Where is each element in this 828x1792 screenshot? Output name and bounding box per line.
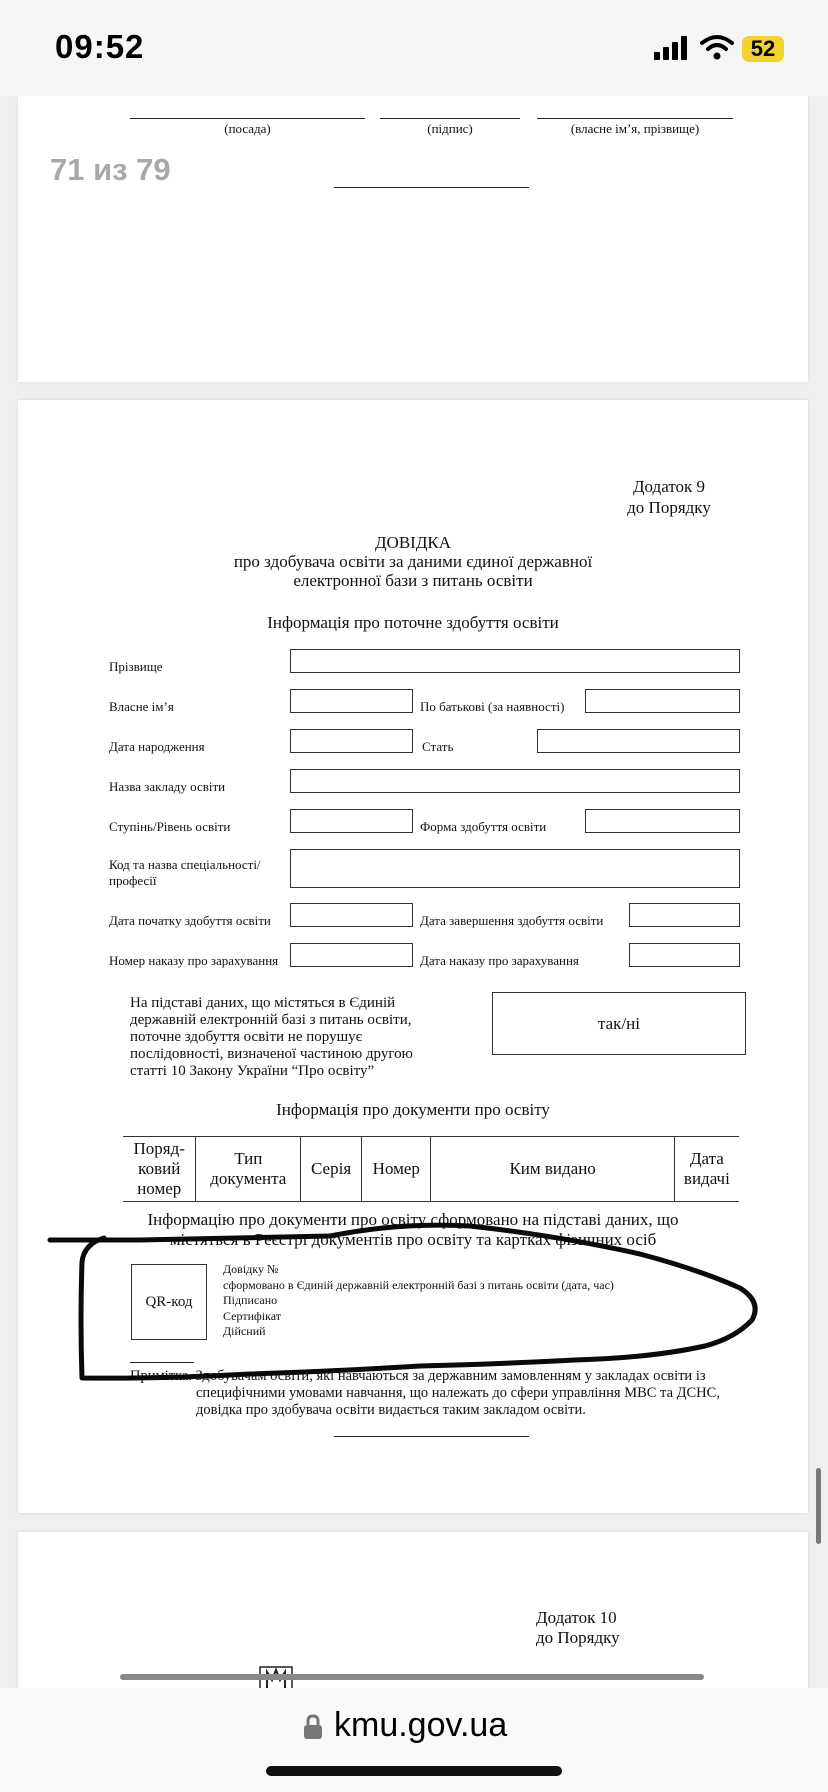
pdf-page-appendix-9 <box>18 400 808 1513</box>
sex-field[interactable] <box>537 729 740 753</box>
label-end-date: Дата завершення здобуття освіти <box>420 913 604 928</box>
page-counter: 71 из 79 <box>50 152 171 187</box>
label-specialty: Код та назва спеціальності/ професії <box>109 857 261 888</box>
browser-address-bar[interactable] <box>0 1688 828 1792</box>
level-field[interactable] <box>290 809 413 833</box>
order-number-field[interactable] <box>290 943 413 967</box>
home-indicator[interactable] <box>266 1766 562 1776</box>
order-date-field[interactable] <box>629 943 740 967</box>
document-title: ДОВІДКА про здобувача освіти за даними єдиної державної електронної бази з питань освіти <box>233 533 593 590</box>
label-birthdate: Дата народження <box>109 739 205 754</box>
header-issue-date: Дата видачі <box>674 1137 739 1202</box>
qr-code-placeholder: QR-код <box>131 1264 207 1340</box>
documents-table <box>123 1136 739 1202</box>
label-institution: Назва закладу освіти <box>109 779 226 794</box>
wifi-icon <box>700 34 734 60</box>
start-date-field[interactable] <box>290 903 413 927</box>
specialty-field[interactable] <box>290 849 740 888</box>
label-patronymic: По батькові (за наявності) <box>420 699 565 714</box>
header-issued-by: Ким видано <box>431 1137 674 1202</box>
header-order-number: Поряд- ковий номер <box>133 1139 185 1198</box>
label-start-date: Дата початку здобуття освіти <box>109 913 271 928</box>
end-date-field[interactable] <box>629 903 740 927</box>
appendix-10-label: Додаток 10 до Порядку <box>536 1608 620 1647</box>
horizontal-scrollbar[interactable] <box>120 1674 704 1680</box>
sign-label-name: (власне ім’я, прізвище) <box>570 121 700 136</box>
cellular-signal-icon <box>654 36 690 60</box>
note-paragraph: Примітка. Здобувачам освіти, які навчаються за державним замовленням у закладах освіти із специфічними умовами навчання, що належать до сфери управління МВС та ДСНС, довідка про здобувача освіти видається таким закладом освіти. <box>130 1368 720 1418</box>
qr-signature-info: Довідку № сформовано в Єдиній державній електронній базі з питань освіти (дата, час) Підписано Сертифікат Дійсний <box>223 1262 614 1338</box>
battery-indicator: 52 <box>742 36 784 62</box>
label-surname: Прізвище <box>109 659 163 674</box>
label-name: Власне ім’я <box>109 699 174 714</box>
clock: 09:52 <box>55 28 145 65</box>
label-order-number: Номер наказу про зарахування <box>109 953 279 968</box>
sign-label-signature: (підпис) <box>427 121 473 136</box>
url-text[interactable]: kmu.gov.ua <box>334 1706 508 1744</box>
patronymic-field[interactable] <box>585 689 740 713</box>
label-sex: Стать <box>422 739 454 754</box>
status-bar <box>0 0 828 96</box>
pdf-page-previous <box>18 96 808 382</box>
birthdate-field[interactable] <box>290 729 413 753</box>
form-field[interactable] <box>585 809 740 833</box>
header-series: Серія <box>301 1137 362 1202</box>
label-level: Ступінь/Рівень освіти <box>109 819 231 834</box>
table-header-row <box>123 1137 739 1202</box>
institution-field[interactable] <box>290 769 740 793</box>
surname-field[interactable] <box>290 649 740 673</box>
header-doc-type: Тип документа <box>196 1137 301 1202</box>
label-order-date: Дата наказу про зарахування <box>420 953 579 968</box>
name-field[interactable] <box>290 689 413 713</box>
section-heading-current-education: Інформація про поточне здобуття освіти <box>267 613 559 632</box>
formed-statement: Інформацію про документи про освіту сформовано на підставі даних, що містяться в Реєстрі документів про освіту та картках фізичних осіб <box>147 1210 679 1249</box>
lock-icon <box>303 1714 323 1740</box>
section-heading-documents: Інформація про документи про освіту <box>276 1100 550 1119</box>
appendix-label: Додаток 9 до Порядку <box>627 477 711 517</box>
vertical-scrollbar[interactable] <box>816 1468 821 1544</box>
sign-label-position: (посада) <box>224 121 271 136</box>
label-form: Форма здобуття освіти <box>420 819 547 834</box>
header-number: Номер <box>362 1137 431 1202</box>
basis-paragraph: На підставі даних, що містяться в Єдиній державній електронній базі з питань освіти, поточне здобуття освіти не порушує послідовності, визначеної частиною другою статті 10 Закону України “Про освіту” <box>130 995 413 1079</box>
yes-no-box: так/ні <box>492 992 746 1055</box>
